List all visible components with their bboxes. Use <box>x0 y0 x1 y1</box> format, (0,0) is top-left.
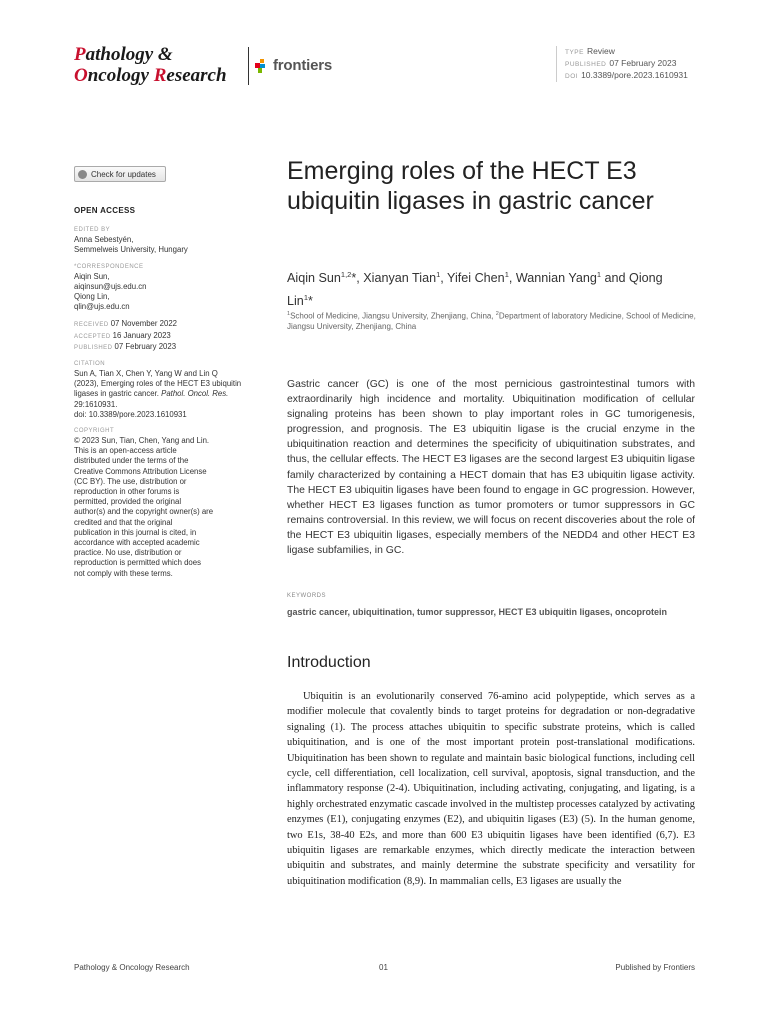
journal-logo-line2: Oncology Research <box>74 65 227 86</box>
author-name: Yifei Chen <box>447 271 505 286</box>
copyright-line: credited and that the original <box>74 517 173 527</box>
journal-logo <box>74 44 227 86</box>
received-date: RECEIVED 07 November 2022 <box>74 319 178 329</box>
copyright-line: accordance with accepted academic <box>74 538 200 548</box>
author-separator: , <box>356 271 364 286</box>
author-affil-sup: 1 <box>504 270 509 279</box>
copyright-line: © 2023 Sun, Tian, Chen, Yang and Lin. <box>74 436 210 446</box>
author-separator: , <box>508 271 516 286</box>
copyright-line: reproduction in other forums is <box>74 487 180 497</box>
correspondence-section: *CORRESPONDENCE Aiqin Sun, aiqinsun@ujs.edu.cn Qiong Lin, qlin@ujs.edu.cn <box>74 263 244 313</box>
author-name: Xianyan Tian <box>363 271 437 286</box>
copyright-line: Creative Commons Attribution License <box>74 466 207 476</box>
footer-journal: Pathology & Oncology Research <box>74 963 190 972</box>
body-paragraph: Ubiquitin is an evolutionarily conserved 76-amino acid polypeptide, which serves as a modifier molecule that covalently binds to target proteins for degradation or non-degradative signaling (1). The process attaches ubiquitin to specific substrate proteins, which is called ubiquitination, and is one of the most important protein post-translational modifications. Ubiquitination has been shown to regulate and maintain basic biological functions, including cell cycle, cell differentiation, cell localization, cell survival, apoptosis, signal transduction, and the inflammatory response (2-4). Ubiquitination, including activating, conjugating, and ligating, is a highly orchestrated enzymatic cascade involved in the multistep processes catalyzed by activating enzymes (E1), conjugating enzymes (E2), and ubiquitin ligases (E3) (5). In the human genome, two E1s, 38-40 E2s, and more than 600 E3 ubiquitin ligases have been identified (6,7). E3 ubiquitin ligases are remarkable enzymes, which directly medicate the interaction between ubiquitin and substrates, and mainly determine the substrate specificity and versatility for ubiquitination modification (8,9). In mammalian cells, E3 ligases are usually the <box>287 691 695 887</box>
author-affil-sup: 1 <box>436 270 441 279</box>
corr-name: Aiqin Sun, <box>74 271 110 281</box>
copyright-section: COPYRIGHT © 2023 Sun, Tian, Chen, Yang and Lin. This is an open-access article distributed under the terms of the Creative Commons Attribution License (CC BY). The use, distribution or reproduction in other forums is permitted, provided the original author(s) and the copyright owner(s) are credited and that the original publication in this journal is cited, in accordance with accepted academic practice. No use, distribution or reproduction is permitted which does not comply with these terms. <box>74 427 244 579</box>
author-mark: * <box>351 271 357 286</box>
author-affil-sup: 1,2 <box>340 270 352 279</box>
citation-text: Sun A, Tian X, Chen Y, Yang W and Lin Q (2023), Emerging roles of the HECT E3 ubiquitin ligases in gastric cancer. Pathol. Oncol. Res. 29:1610931. <box>74 369 242 409</box>
editor-affiliation: Semmelweis University, Hungary <box>74 245 188 255</box>
author-name: Aiqin Sun <box>287 271 341 286</box>
meta-doi: DOI 10.3389/pore.2023.1610931 <box>565 70 688 80</box>
open-access-label: OPEN ACCESS <box>74 206 136 215</box>
introduction-body <box>287 689 695 889</box>
corr-email[interactable]: qlin@ujs.edu.cn <box>74 302 130 312</box>
section-heading-introduction: Introduction <box>287 654 371 671</box>
author-separator: , <box>440 271 448 286</box>
journal-logo-line1: Pathology & <box>74 44 173 65</box>
copyright-text <box>74 436 244 579</box>
frontiers-mark-icon <box>255 59 269 73</box>
published-date: PUBLISHED 07 February 2023 <box>74 341 177 351</box>
editor-name: Anna Sebestyén, <box>74 235 134 245</box>
author-affil-sup: 1 <box>596 270 602 279</box>
author-mark: * <box>307 294 313 309</box>
article-meta <box>556 46 688 82</box>
citation-section: CITATION Sun A, Tian X, Chen Y, Yang W and Lin Q (2023), Emerging roles of the HECT E3 ubiquitin ligases in gastric cancer. Pathol. Oncol. Res. 29:1610931. doi: 10.3389/pore.2023.1610931 <box>74 360 244 420</box>
meta-type: TYPE Review <box>565 46 615 56</box>
check-updates-icon <box>78 170 87 179</box>
accepted-date: ACCEPTED 16 January 2023 <box>74 330 171 340</box>
copyright-line: not comply with these terms. <box>74 568 173 578</box>
frontiers-logo: frontiers <box>255 57 332 74</box>
author-list <box>287 265 687 311</box>
edited-by-section: EDITED BY Anna Sebestyén, Semmelweis University, Hungary <box>74 226 244 255</box>
keywords-label: KEYWORDS <box>287 593 327 599</box>
copyright-line: publication in this journal is cited, in <box>74 527 197 537</box>
copyright-line: permitted, provided the original <box>74 497 182 507</box>
copyright-line: reproduction is permitted which does <box>74 558 201 568</box>
affiliations: $^1$School of Medicine, Jiangsu University, Zhenjiang, China, $^2$Department of laboratory Medicine, School of Medicine, Jiangsu University, Zhenjiang, China <box>287 311 696 332</box>
dates-section <box>74 319 244 353</box>
logo-divider <box>248 47 249 85</box>
copyright-line: distributed under the terms of the <box>74 456 189 466</box>
copyright-line: practice. No use, distribution or <box>74 548 182 558</box>
article-title: Emerging roles of the HECT E3 ubiquitin ligases in gastric cancer <box>287 157 654 215</box>
citation-doi[interactable]: doi: 10.3389/pore.2023.1610931 <box>74 409 187 419</box>
footer-publisher: Published by Frontiers <box>615 963 695 972</box>
author-separator: and <box>601 271 630 286</box>
meta-published: PUBLISHED 07 February 2023 <box>565 58 677 68</box>
author-name: Qiong Lin <box>287 271 663 309</box>
copyright-line: This is an open-access article <box>74 446 177 456</box>
abstract: Gastric cancer (GC) is one of the most pernicious gastrointestinal tumors with extraordinarily high incidence and mortality. Ubiquitination modification of cellular signaling proteins has been shown to play important roles in GC tumorigenesis, progression, and prognosis. The E3 ubiquitin ligase is the crucial enzyme in the ubiquitination reaction and determines the specificity of ubiquitination substrates, and thus, the cellular effects. The HECT E3 ligases are the second largest E3 ubiquitin ligase family characterized by containing a HECT domain that has E3 ubiquitin ligase activity. The HECT E3 ubiquitin ligases have been found to engage in GC progression. However, whether HECT E3 ligases function as tumor promoters or tumor suppressors in GC remains controversial. In this review, we will focus on recent discoveries about the role of the HECT E3 ubiquitin ligases, especially members of the NEDD4 and other HECT E3 ligase subfamilies, in GC. <box>287 379 695 557</box>
copyright-line: (CC BY). The use, distribution or <box>74 476 187 486</box>
corr-email[interactable]: aiqinsun@ujs.edu.cn <box>74 281 147 291</box>
check-for-updates-button[interactable]: Check for updates <box>74 166 166 182</box>
copyright-line: author(s) and the copyright owner(s) are <box>74 507 214 517</box>
corr-name: Qiong Lin, <box>74 292 110 302</box>
article-sidebar <box>74 206 244 586</box>
page-number: 01 <box>379 963 388 972</box>
author-affil-sup: 1 <box>303 293 308 303</box>
keywords: gastric cancer, ubiquitination, tumor suppressor, HECT E3 ubiquitin ligases, oncoprotein <box>287 607 668 617</box>
author-name: Wannian Yang <box>515 271 597 286</box>
